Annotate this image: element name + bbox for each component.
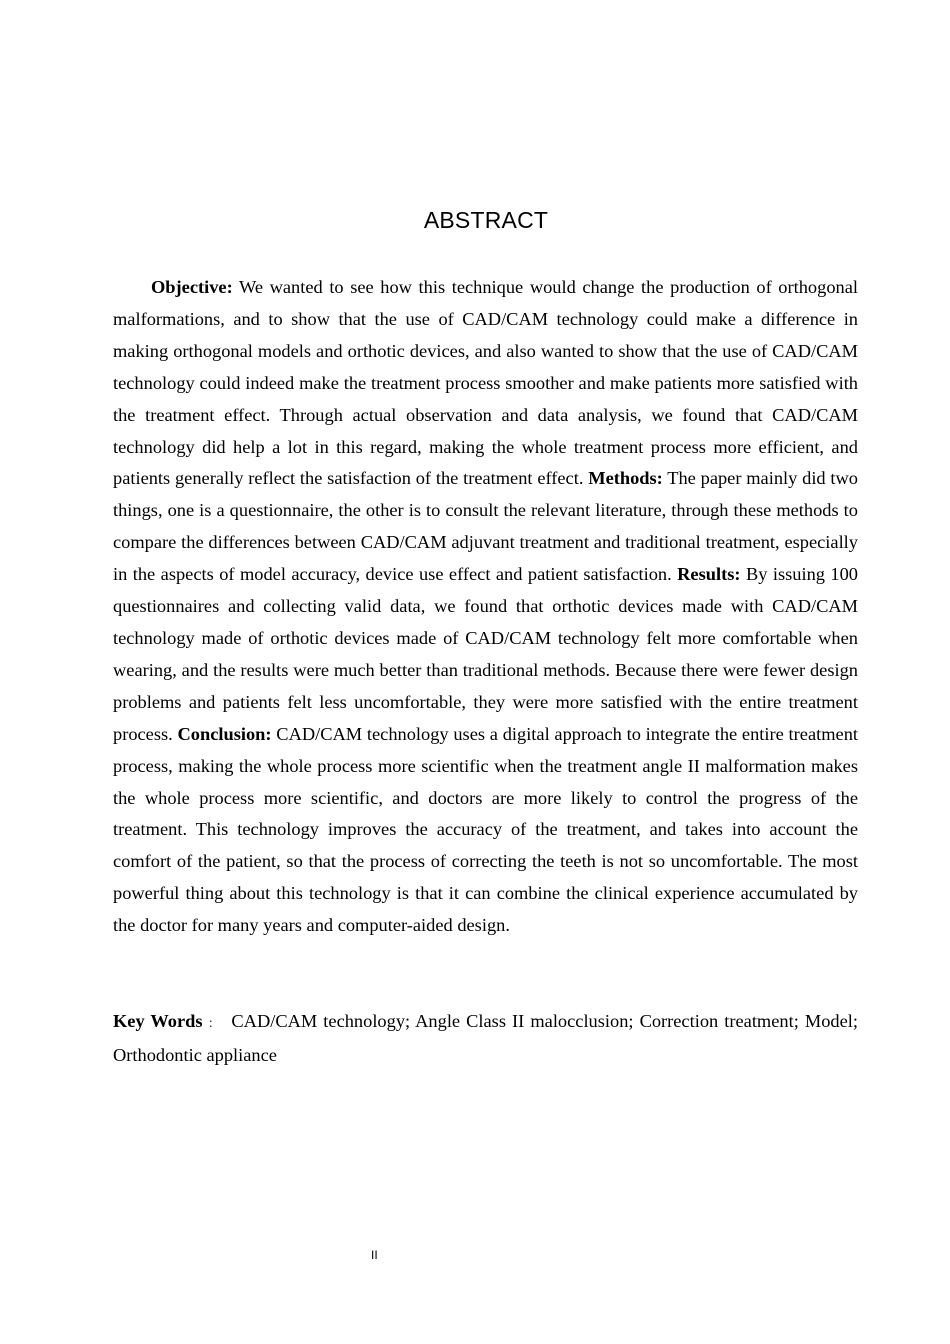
conclusion-label: Conclusion: bbox=[177, 723, 272, 744]
page-number: II bbox=[371, 1248, 378, 1262]
objective-label: Objective: bbox=[151, 277, 233, 297]
methods-label: Methods: bbox=[588, 468, 663, 489]
results-text: By issuing 100 questionnaires and collecting valid data, we found that orthotic devices made with CAD/CAM technology made of orthotic devices made of CAD/CAM technology felt more comfortable when wearing, and the results were much better than traditional methods. Because there were fewer design problems and patients felt less uncomfortable, they were more satisfied with the entire treatment process. bbox=[113, 564, 858, 744]
keywords-label: Key Words bbox=[113, 1011, 203, 1031]
abstract-paragraph bbox=[113, 272, 858, 942]
keywords-paragraph bbox=[113, 1006, 858, 1072]
results-label: Results: bbox=[677, 564, 741, 585]
keywords-separator: ： bbox=[206, 1016, 222, 1030]
objective-text: We wanted to see how this technique would change the production of orthogonal malformations, and to show that the use of CAD/CAM technology could make a difference in making orthogonal models and orthotic devices, and also wanted to show that the use of CAD/CAM technology could indeed make the treatment process smoother and make patients more satisfied with the treatment effect. Through actual observation and data analysis, we found that CAD/CAM technology did help a lot in this regard, making the whole treatment process more efficient, and patients generally reflect the satisfaction of the treatment effect. bbox=[113, 277, 858, 489]
conclusion-text: CAD/CAM technology uses a digital approach to integrate the entire treatment process, making the whole process more scientific when the treatment angle II malformation makes the whole process more scientific, and doctors are more likely to control the progress of the treatment. This technology improves the accuracy of the treatment, and takes into account the comfort of the patient, so that the process of correcting the teeth is not so uncomfortable. The most powerful thing about this technology is that it can combine the clinical experience accumulated by the doctor for many years and computer-aided design. bbox=[113, 723, 858, 936]
page-title: ABSTRACT bbox=[423, 207, 549, 233]
methods-text: The paper mainly did two things, one is a questionnaire, the other is to consult the relevant literature, through these methods to compare the differences between CAD/CAM adjuvant treatment and traditional treatment, especially in the aspects of model accuracy, device use effect and patient satisfaction. bbox=[113, 468, 858, 585]
keywords-text: CAD/CAM technology; Angle Class II malocclusion; Correction treatment; Model; Orthodontic appliance bbox=[113, 1011, 858, 1065]
